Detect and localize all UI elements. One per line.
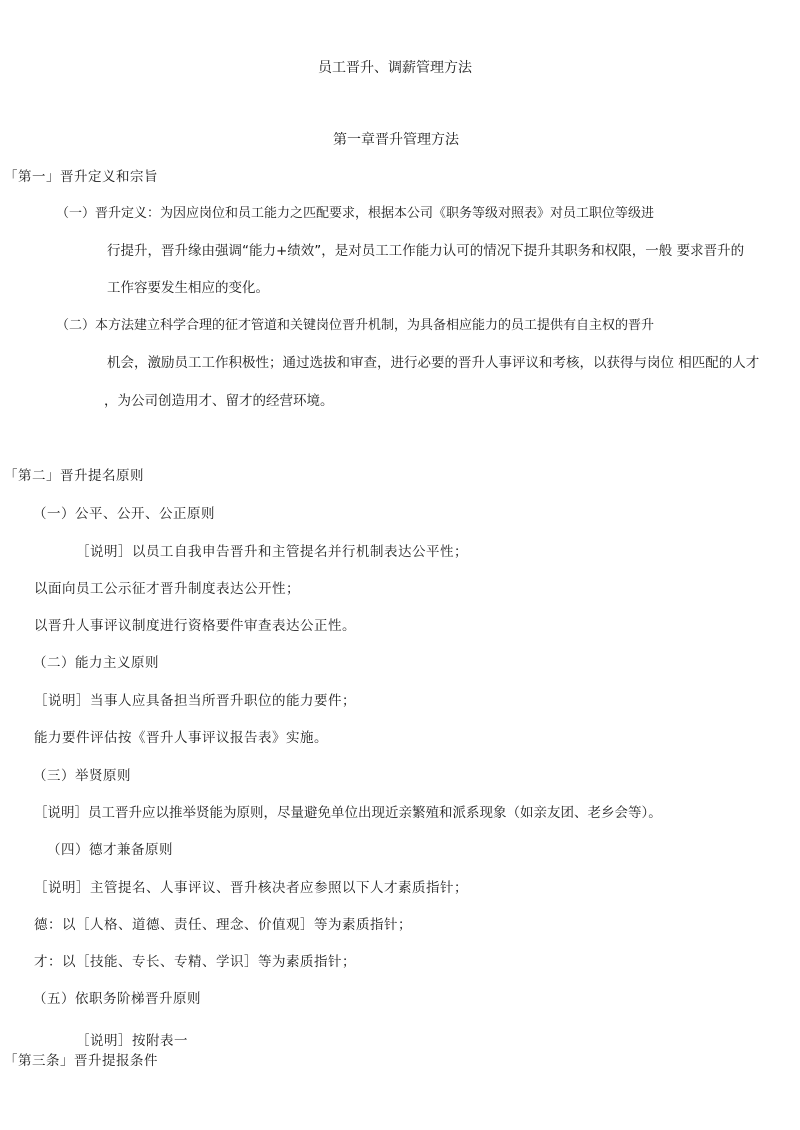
principle-4-virtue: 德：以［人格、道德、责任、理念、价值观］等为素质指针； [34, 917, 412, 933]
sec1-para1-line2: 行提升，晋升缘由强调“能力+绩效”，是对员工工作能力认可的情况下提升其职务和权限，一般 要求晋升的 [107, 243, 745, 259]
principle-1: （一）公平、公开、公正原则 [33, 506, 215, 522]
principle-1-line3: 以晋升人事评议制度进行资格要件审查表达公正性。 [34, 618, 356, 634]
principle-2-note: ［说明］当事人应具备担当所晋升职位的能力要件； [34, 693, 356, 709]
principle-4: （四）德才兼备原则 [47, 842, 173, 858]
principle-4-talent: 才：以［技能、专长、专精、学识］等为素质指针； [34, 954, 356, 970]
chapter-heading: 第一章晋升管理方法 [333, 132, 459, 148]
principle-1-note: ［说明］以员工自我申告晋升和主管提名并行机制表达公平性； [76, 544, 468, 560]
sec1-para2-line3: ，为公司创造用才、留才的经营环境。 [104, 393, 334, 409]
sec1-para2-line1: （二）本方法建立科学合理的征才管道和关键岗位晋升机制，为具备相应能力的员工提供有自主权的晋升 [56, 318, 655, 333]
sec1-para1-line3: 工作容要发生相应的变化。 [107, 280, 269, 296]
principle-2-line2: 能力要件评估按《晋升人事评议报告表》实施。 [34, 730, 328, 746]
sec1-para2-line2: 机会，激励员工工作积极性；通过选拔和审查，进行必要的晋升人事评议和考核，以获得与岗位 相匹配的人才 [107, 355, 760, 371]
document-title: 员工晋升、调薪管理方法 [318, 60, 472, 76]
section-1-heading: 「第一」晋升定义和宗旨 [4, 169, 158, 185]
principle-2: （二）能力主义原则 [33, 655, 159, 671]
section-2-heading: 「第二」晋升提名原则 [4, 468, 144, 484]
sec1-para1-line1: （一）晋升定义：为因应岗位和员工能力之匹配要求，根据本公司《职务等级对照表》对员工职位等级进 [56, 206, 655, 221]
principle-3-note: ［说明］员工晋升应以推举贤能为原则，尽量避免单位出现近亲繁殖和派系现象（如亲友团、老乡会等）。 [34, 805, 662, 821]
principle-5: （五）依职务阶梯晋升原则 [33, 991, 201, 1007]
principle-5-note: ［说明］按附表一 [76, 1033, 188, 1049]
principle-4-note: ［说明］主管提名、人事评议、晋升核决者应参照以下人才素质指针； [34, 880, 468, 896]
principle-1-line2: 以面向员工公示征才晋升制度表达公开性； [34, 581, 300, 597]
section-3-heading: 「第三条」晋升提报条件 [4, 1053, 158, 1069]
principle-3: （三）举贤原则 [33, 768, 131, 784]
